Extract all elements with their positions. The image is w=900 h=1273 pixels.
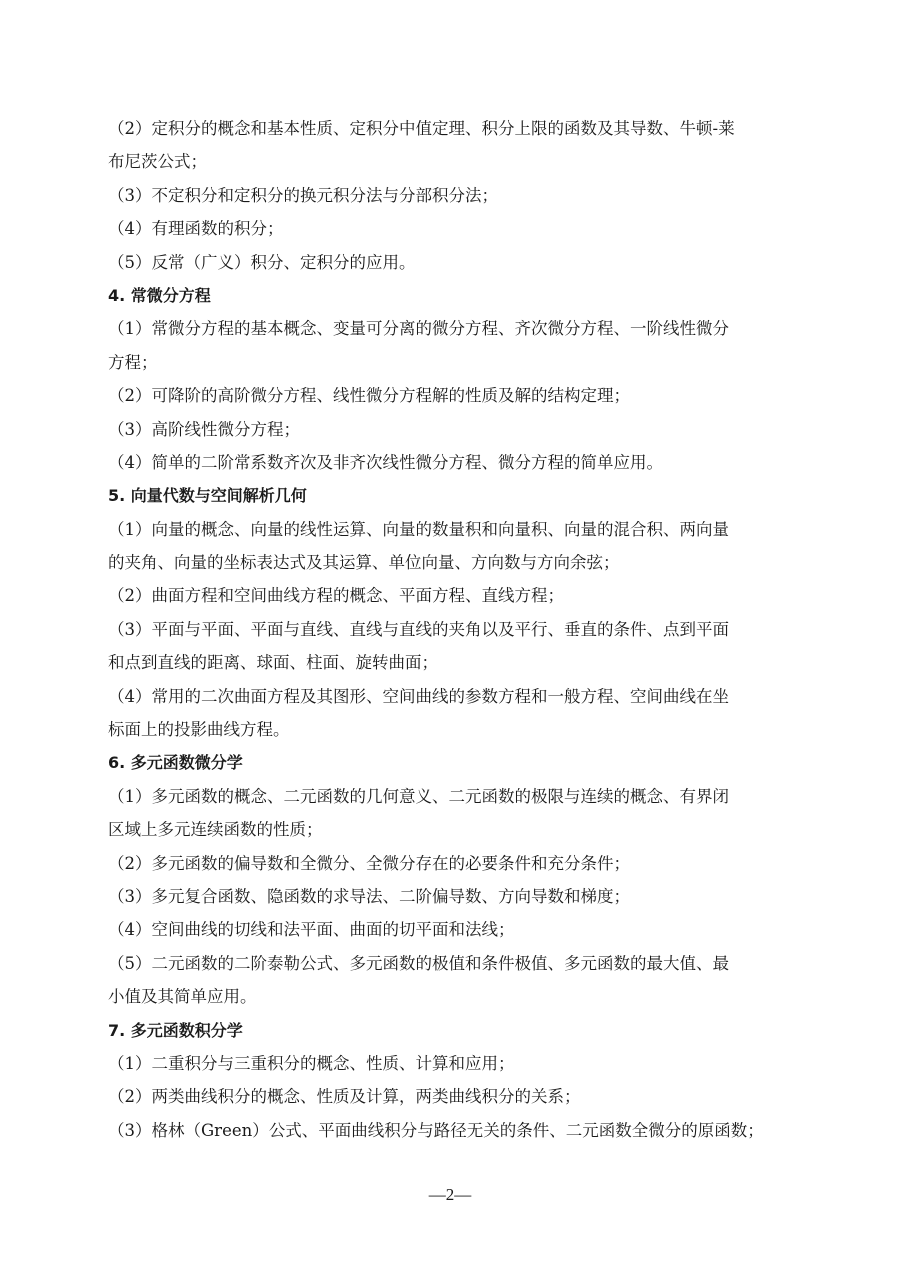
text-line: （3）多元复合函数、隐函数的求导法、二阶偏导数、方向导数和梯度； <box>108 886 630 906</box>
text-line: （2）曲面方程和空间曲线方程的概念、平面方程、直线方程； <box>108 586 564 606</box>
text-line: （1）二重积分与三重积分的概念、性质、计算和应用； <box>108 1053 515 1073</box>
text-line: （3）不定积分和定积分的换元积分法与分部积分法； <box>108 185 498 205</box>
section-heading: 6. 多元函数微分学 <box>108 753 243 773</box>
text-line: 的夹角、向量的坐标表达式及其运算、单位向量、方向数与方向余弦； <box>108 553 620 573</box>
text-line: 布尼茨公式； <box>108 152 207 172</box>
text-line: （4）有理函数的积分； <box>108 219 284 239</box>
text-line: （5）反常（广义）积分、定积分的应用。 <box>108 252 416 272</box>
section-heading: 7. 多元函数积分学 <box>108 1020 243 1040</box>
text-line: 小值及其简单应用。 <box>108 987 257 1007</box>
section-heading: 4. 常微分方程 <box>108 285 211 305</box>
text-line: 区域上多元连续函数的性质； <box>108 820 323 840</box>
text-line: （1）常微分方程的基本概念、变量可分离的微分方程、齐次微分方程、一阶线性微分 <box>108 319 729 339</box>
text-line: 方程； <box>108 352 158 372</box>
document-body <box>108 112 798 1147</box>
text-line: （5）二元函数的二阶泰勒公式、多元函数的极值和条件极值、多元函数的最大值、最 <box>108 953 729 973</box>
text-line: （3）格林（Green）公式、平面曲线积分与路径无关的条件、二元函数全微分的原函数； <box>108 1120 764 1140</box>
text-line: 和点到直线的距离、球面、柱面、旋转曲面； <box>108 653 438 673</box>
text-line: （2）可降阶的高阶微分方程、线性微分方程解的性质及解的结构定理； <box>108 386 630 406</box>
text-line: （3）平面与平面、平面与直线、直线与直线的夹角以及平行、垂直的条件、点到平面 <box>108 619 729 639</box>
text-line: （2）定积分的概念和基本性质、定积分中值定理、积分上限的函数及其导数、牛顿-莱 <box>108 119 735 138</box>
text-line: （3）高阶线性微分方程； <box>108 419 300 439</box>
text-line: （4）常用的二次曲面方程及其图形、空间曲线的参数方程和一般方程、空间曲线在坐 <box>108 686 729 706</box>
text-line: （2）多元函数的偏导数和全微分、全微分存在的必要条件和充分条件； <box>108 853 630 873</box>
text-line: 标面上的投影曲线方程。 <box>108 720 290 740</box>
text-line: （4）简单的二阶常系数齐次及非齐次线性微分方程、微分方程的简单应用。 <box>108 452 663 472</box>
text-line: （1）向量的概念、向量的线性运算、向量的数量积和向量积、向量的混合积、两向量 <box>108 519 729 539</box>
text-line: （1）多元函数的概念、二元函数的几何意义、二元函数的极限与连续的概念、有界闭 <box>108 786 729 806</box>
text-line: （4）空间曲线的切线和法平面、曲面的切平面和法线； <box>108 920 515 940</box>
section-heading: 5. 向量代数与空间解析几何 <box>108 486 307 506</box>
page-number: —2— <box>428 1185 472 1204</box>
text-line: （2）两类曲线积分的概念、性质及计算，两类曲线积分的关系； <box>108 1087 581 1107</box>
